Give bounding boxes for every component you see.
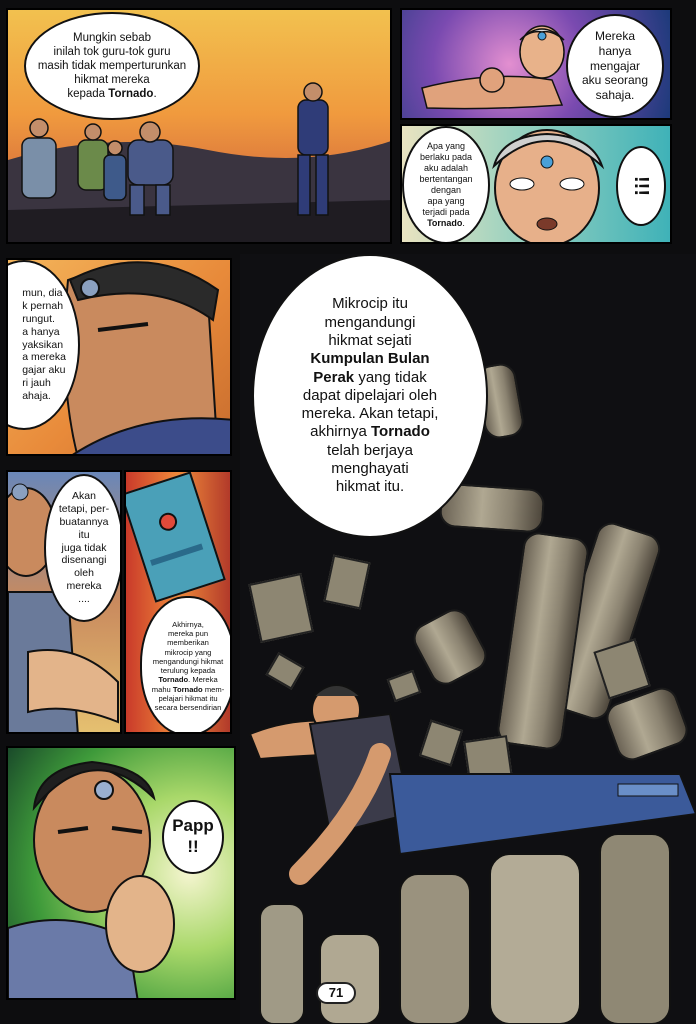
speech-bubble: mun, dia k pernah rungut. a hanya yaksikan a mereka gajar aku ri jauh ahaja. — [6, 260, 80, 430]
forehead-gem-icon — [81, 279, 99, 297]
panel-microchip — [124, 470, 232, 734]
panel-papp — [6, 746, 236, 1000]
speech-bubble: Apa yang berlaku pada aku adalah bertentangan dengan apa yang terjadi pada Tornado. — [402, 126, 490, 244]
forehead-gem-icon — [541, 156, 553, 168]
microchip-icon — [124, 471, 226, 602]
sound-effect-bubble: Papp !! — [162, 800, 224, 874]
panel-character-side — [6, 470, 122, 734]
exclamation-bubble: !!! — [616, 146, 666, 226]
panel-teacher-purple — [400, 8, 672, 120]
panel-desert-group — [6, 8, 392, 244]
panel-log-breaking — [240, 254, 696, 1024]
narration-bubble: Mikrocip itu mengandungi hikmat sejati Kumpulan Bulan Perak yang tidak dapat dipelajari oleh mereka. Akan tetapi, akhirnya Tornado telah berjaya menghayati hikmat itu. — [252, 254, 488, 538]
speech-bubble: Akan tetapi, per- buatannya itu juga tidak disenangi oleh mereka .... — [44, 474, 122, 622]
character-figure — [8, 748, 236, 1000]
character-figure — [22, 119, 56, 198]
forehead-gem-icon — [95, 781, 113, 799]
speech-bubble: Mereka hanya mengajar aku seorang sahaja. — [566, 14, 664, 118]
panel-shocked-face — [400, 124, 672, 244]
page-number: 71 — [316, 982, 356, 1004]
speech-bubble: Mungkin sebab inilah tok guru-tok guru masih tidak memperturunkan hikmat mereka kepada Tornado. — [24, 12, 200, 120]
panel-tornado-face — [6, 258, 232, 456]
narration-bubble: Akhirnya, mereka pun memberikan mikrocip yang mengandungi hikmat terulung kepada Tornado. Mereka mahu Tornado mem- pelajari hikmat itu secara bersendirian — [140, 596, 232, 734]
forehead-gem-icon — [12, 484, 28, 500]
